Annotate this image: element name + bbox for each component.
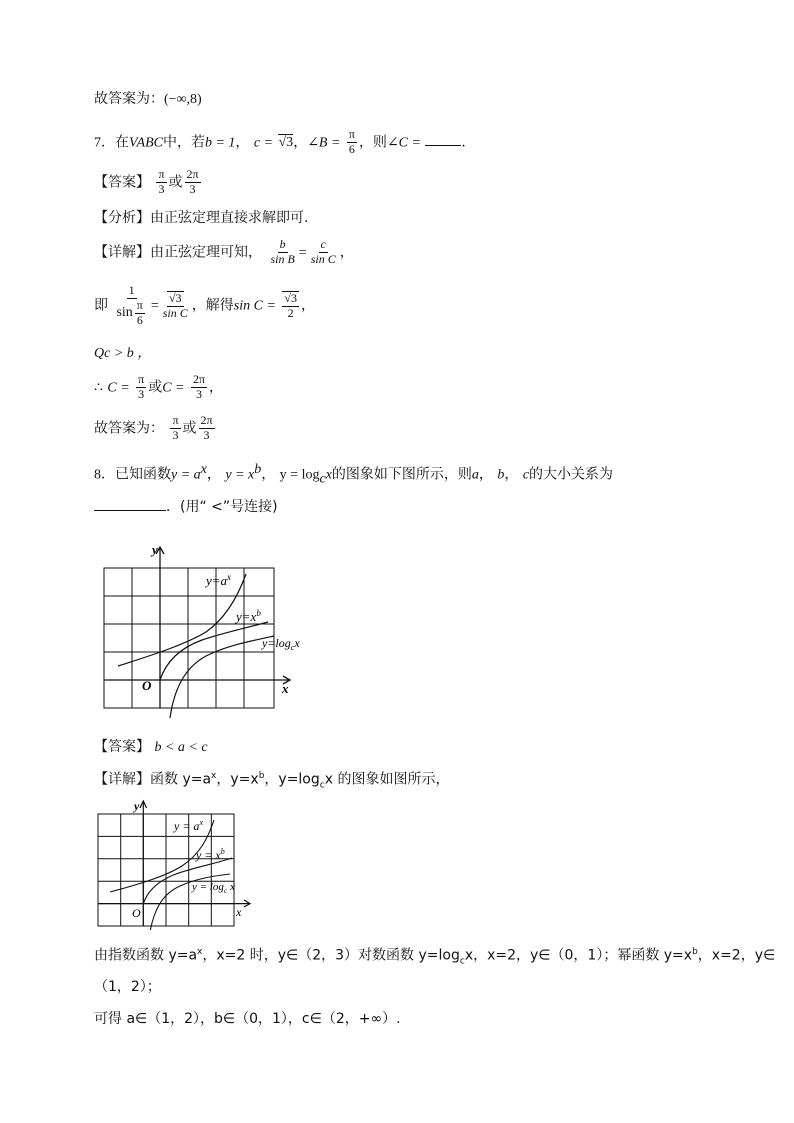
ji-text: 即 [94, 297, 108, 314]
numerator: √3 [284, 290, 297, 305]
curve-power [160, 622, 268, 680]
y-axis-label: y [152, 542, 158, 557]
origin-label: O [142, 678, 152, 693]
detail-text: 由正弦定理可知， [150, 244, 262, 261]
q7-triangle: VABC [129, 135, 163, 151]
fraction [170, 414, 180, 443]
comma: ， [206, 466, 221, 483]
superscript: x [200, 462, 207, 477]
q7-fraction [347, 128, 357, 157]
subscript: c [319, 471, 326, 487]
curve-label-power [195, 847, 225, 862]
question-8 [94, 463, 613, 486]
label-sub: c [290, 643, 295, 652]
subscript: c [459, 956, 465, 967]
fraction [185, 168, 201, 197]
numerator: √3 [168, 290, 182, 305]
fraction [199, 414, 215, 443]
label-sup: b [220, 847, 225, 856]
var-c: c [522, 467, 530, 483]
detail-text: x 的图象如图所示， [324, 771, 450, 788]
q8-text: 已知函数 [115, 466, 171, 483]
grid-border [104, 568, 274, 708]
fraction [156, 168, 166, 197]
label-base: y=a [206, 573, 228, 588]
detail-tag: 【详解】 [94, 771, 150, 788]
therefore-symbol: ∴ [94, 380, 103, 396]
numerator: π [136, 297, 143, 312]
x-axis-label: x [282, 681, 289, 696]
detail-8 [94, 772, 449, 790]
label-base: y = x [196, 848, 221, 862]
curve-label-exponential [173, 818, 203, 833]
numerator: 2π [192, 372, 205, 386]
denominator: sin B [270, 251, 295, 266]
q7-text: ，则 [358, 134, 387, 151]
answer-prefix: 故答案为： [94, 91, 164, 107]
label-x: x [294, 636, 300, 650]
denominator: 3 [203, 427, 210, 442]
sinc-eq: sin C = [233, 298, 276, 314]
detail-7-step2 [94, 284, 315, 327]
q7-text: 中，若 [162, 134, 205, 151]
function-power: y = x [225, 467, 255, 483]
answer-blank[interactable] [94, 510, 166, 511]
inner-fraction [135, 299, 145, 328]
equals: = [298, 245, 307, 261]
paragraph-text: 由指数函数 y=a [94, 947, 198, 964]
q8-text: 的图象如下图所示，则 [331, 466, 472, 483]
denominator [114, 299, 148, 328]
c-eq: C = [107, 380, 130, 396]
superscript: b [254, 462, 262, 477]
detail-text: ，y=x [216, 771, 259, 788]
inequality: Qc > b ， [94, 346, 152, 361]
answer-line-prev [94, 92, 202, 107]
analysis-tag: 【分析】 [94, 210, 150, 226]
q7-sqrt3: √3 [278, 135, 294, 151]
paragraph-1 [94, 948, 775, 966]
comma: ， [504, 466, 519, 483]
label-base: y = a [174, 819, 200, 833]
denominator: 3 [138, 386, 145, 401]
curve-label-log [261, 636, 300, 652]
q7-angle-c: ∠C = [386, 135, 421, 151]
comma: ， [261, 466, 276, 483]
superscript: x [197, 947, 203, 957]
q7-end: ． [461, 134, 476, 151]
numerator: c [320, 237, 326, 251]
superscript: b [258, 771, 265, 781]
paragraph-text: ，x=2 时，y∈（2，3）对数函数 y=log [202, 947, 460, 964]
answer-tag: 【答案】 [94, 739, 150, 755]
numerator: 2π [186, 167, 199, 181]
paragraph-text: x，x=2，y∈（0，1）；幂函数 y=x [464, 947, 693, 964]
fraction [309, 238, 338, 267]
analysis-7 [94, 211, 308, 225]
numerator: b [279, 237, 286, 251]
x-axis-label: x [236, 905, 242, 919]
comma: ， [339, 244, 354, 261]
denominator: 3 [158, 181, 165, 196]
var-a: a [471, 467, 479, 483]
question-7 [94, 128, 475, 157]
numerator: π [172, 413, 179, 427]
function-log: y = log [279, 467, 320, 483]
sin-text: sin [116, 305, 133, 321]
variable-x: x [325, 467, 332, 483]
origin-label: O [132, 906, 141, 920]
answer-expression: (−∞,8) [164, 92, 202, 107]
curve-label-exponential [204, 572, 231, 588]
q7-text: 在 [115, 134, 129, 151]
q8-text: 的大小关系为 [529, 466, 614, 483]
comma: ， [209, 379, 223, 396]
detail-tag: 【详解】 [94, 244, 150, 261]
fraction [114, 284, 148, 327]
subscript: c [319, 780, 325, 791]
label-base: y = log [192, 881, 224, 893]
var-b: b [497, 467, 505, 483]
numerator: 1 [128, 283, 135, 297]
detail-7-conclusion [94, 414, 217, 443]
detail-7-step3 [94, 346, 151, 361]
curve-label-power [234, 608, 261, 624]
fraction [282, 291, 299, 321]
answer-prefix: 故答案为： [94, 420, 164, 437]
fraction [136, 373, 146, 402]
or-text: 或 [182, 420, 197, 437]
numerator: π [138, 372, 145, 386]
fraction [191, 373, 207, 402]
comma: ， [478, 466, 493, 483]
paragraph-text: （1，2）； [94, 979, 161, 995]
denominator: 6 [348, 141, 355, 156]
function-exp: y = a [171, 467, 201, 483]
q7-b: b = 1 [204, 135, 236, 151]
figure-2-graph [90, 796, 260, 930]
label-sup: x [227, 572, 232, 582]
superscript: b [692, 947, 698, 957]
comma: ， [300, 297, 315, 314]
denominator: 2 [287, 305, 294, 320]
paragraph-3 [94, 1012, 401, 1026]
paragraph-text: 可得 a∈（1，2），b∈（0，1），c∈（2，+∞）. [94, 1011, 401, 1027]
solve-text: ，解得 [191, 297, 234, 314]
label-sup: x [199, 818, 203, 827]
detail-7 [94, 238, 354, 267]
figure-1-graph [96, 540, 328, 722]
detail-7-step4 [94, 373, 223, 402]
detail-text: 函数 y=a [150, 771, 212, 788]
denominator: sin C [310, 251, 336, 266]
denominator: 3 [172, 427, 179, 442]
q8-text: ．(用“ <”号连接) [166, 499, 278, 515]
numerator: 2π [200, 413, 213, 427]
label-sup: b [256, 608, 261, 618]
c-eq: C = [162, 380, 185, 396]
numerator: π [348, 127, 355, 141]
denominator: sin C [162, 305, 188, 320]
analysis-text: 由正弦定理直接求解即可. [150, 210, 309, 226]
q7-angle-b: ∠B = [307, 135, 341, 151]
y-axis-label: y [134, 799, 140, 813]
or-text: 或 [148, 379, 163, 396]
question-8-line2 [94, 500, 278, 514]
answer-8 [94, 740, 208, 755]
answer-7 [94, 168, 203, 197]
label-x: x [229, 881, 235, 893]
denominator: 3 [195, 386, 202, 401]
paragraph-text: ，x=2，y∈ [697, 947, 776, 964]
equals: = [150, 298, 159, 314]
paragraph-2 [94, 980, 161, 994]
question-number: 8． [94, 467, 115, 483]
fraction [161, 291, 190, 321]
label-sub: c [223, 887, 227, 895]
label-base: y=x [236, 609, 257, 624]
detail-text: ，y=log [264, 771, 320, 788]
fraction [268, 238, 296, 267]
q7-sep: ， [235, 134, 250, 151]
denominator: 6 [136, 312, 143, 327]
question-number: 7． [94, 135, 115, 151]
answer-value: b < a < c [154, 740, 208, 755]
or-text: 或 [168, 174, 183, 191]
superscript: x [211, 771, 217, 781]
answer-tag: 【答案】 [94, 174, 150, 191]
denominator: 3 [189, 181, 196, 196]
label-base: y=log [262, 636, 291, 650]
numerator: π [158, 167, 165, 181]
answer-blank[interactable] [425, 145, 461, 146]
q7-c: c = [253, 135, 274, 151]
q7-sep: ， [293, 134, 308, 151]
curve-label-log [191, 881, 235, 895]
